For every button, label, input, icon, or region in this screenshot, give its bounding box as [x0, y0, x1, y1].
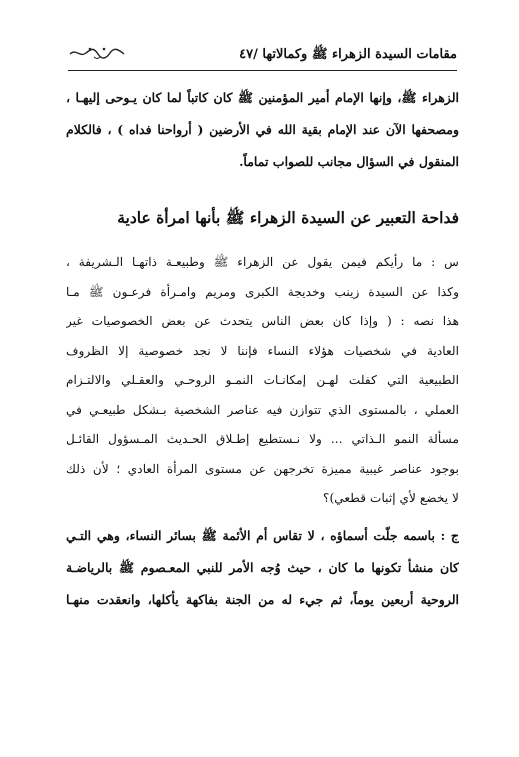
- text-line: كان منشأ تكونها ما كان ، حيث وُجه الأمر للنبي المعـصوم ﷺ بالرياضـة: [66, 559, 459, 575]
- text-line: الزهراء ﷺ، وإنها الإمام أمير المؤمنين ﷺ كان كاتباً لما كان يـوحى إليهـا ،: [66, 90, 459, 105]
- text-line: العملي ، بالمستوى الذي تتوازن فيه عناصر الشخصية بـشكل طبيعـي في: [66, 402, 459, 417]
- section-heading: فداحة التعبير عن السيدة الزهراء ﷺ بأنها امرأة عادية: [117, 208, 459, 227]
- answer-paragraph: [66, 520, 459, 616]
- text-line: الروحية أربعين يوماً، ثم جيء له من الجنة بفاكهة يأكلها، وانعقدت منهـا: [66, 591, 459, 607]
- page-body: [66, 82, 459, 616]
- text-line: لا يخضع لأي إثبات قطعي)؟: [323, 491, 459, 505]
- header-divider: [68, 70, 457, 71]
- text-line: المنقول في السؤال مجانب للصواب تماماً.: [239, 154, 459, 169]
- running-header: [68, 42, 457, 68]
- question-paragraph: [66, 248, 459, 514]
- text-line: العادية في شخصيات هؤلاء النساء فإننا لا نجد خصوصية إلا الظروف: [66, 343, 459, 358]
- text-line: س : ما رأيكم فيمن يقول عن الزهراء ﷺ وطبيعـة ذاتهـا الـشريفة ،: [66, 255, 459, 269]
- text-line: ومصحفها الآن عند الإمام بقية الله في الأرضين ( أرواحنا فداه ) ، فالكلام: [66, 122, 459, 137]
- intro-paragraph: [66, 82, 459, 178]
- text-line: ج : باسمه جلّت أسماؤه ، لا تقاس أم الأئمة ﷺ بسائر النساء، وهي التـي: [66, 527, 459, 543]
- text-line: بوجود عناصر غيبية مميزة تخرجهن عن مستوى المرأة العادي ؛ لأن ذلك: [66, 461, 459, 476]
- text-line: الطبيعية التي كفلت لهـن إمكانـات النمـو الروحـي والعقـلي والالتـزام: [66, 373, 459, 387]
- seal-ornament-icon: [68, 44, 126, 66]
- text-line: وكذا عن السيدة زينب وخديجة الكبرى ومريم وامـرأة فرعـون ﷺ مـا: [66, 284, 459, 299]
- text-line: هذا نصه : ( وإذا كان بعض الناس يتحدث عن بعض الخصوصيات غير: [66, 314, 459, 328]
- running-title: مقامات السيدة الزهراء ﷺ وكمالاتها /٤٧: [239, 46, 457, 62]
- text-line: مسألة النمو الـذاتي ... ولا نـستطيع إطـلاق الحـديث المـسؤول القائـل: [66, 432, 459, 446]
